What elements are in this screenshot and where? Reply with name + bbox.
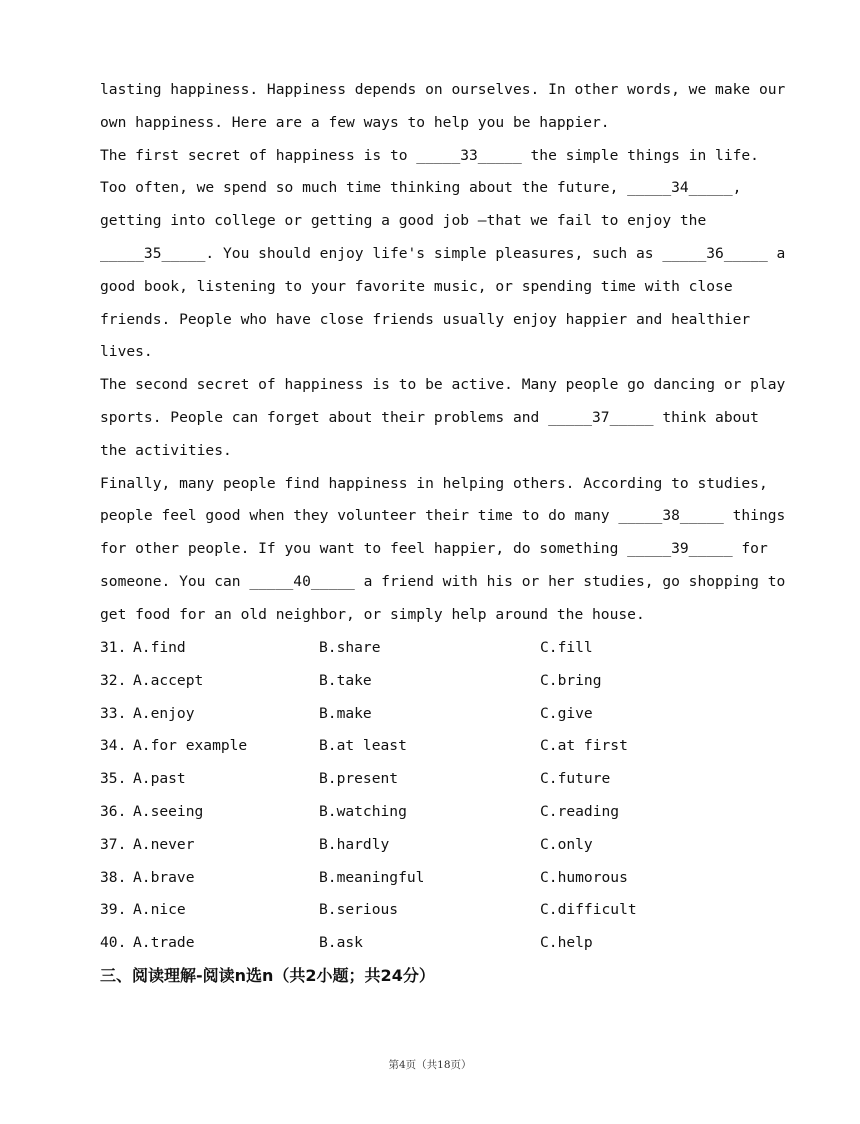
question-number: 33. — [100, 704, 127, 722]
option-a: A.never — [133, 835, 195, 853]
passage-line: for other people. If you want to feel happier, do something _____39_____ for — [100, 540, 768, 558]
option-row — [100, 763, 760, 796]
option-c: C.future — [540, 770, 611, 788]
question-number: 38. — [100, 868, 127, 886]
option-c: C.give — [540, 704, 593, 722]
passage-line: The second secret of happiness is to be active. Many people go dancing or play — [100, 376, 786, 394]
option-c: C.humorous — [540, 868, 628, 886]
option-c: C.help — [540, 934, 593, 952]
passage-line: The first secret of happiness is to _____33_____ the simple things in life. — [100, 146, 759, 164]
passage-line: someone. You can _____40_____ a friend with his or her studies, go shopping to — [100, 572, 786, 590]
option-c: C.reading — [540, 802, 620, 820]
option-row — [100, 862, 760, 895]
option-a: A.find — [133, 639, 186, 656]
passage-line: sports. People can forget about their problems and _____37_____ think about — [100, 408, 759, 426]
passage-line: lives. — [100, 343, 153, 361]
option-b: B.serious — [319, 901, 399, 919]
option-b: B.hardly — [319, 835, 390, 853]
passage-line: friends. People who have close friends usually enjoy happier and healthier — [100, 310, 751, 328]
option-row — [100, 927, 760, 960]
option-row — [100, 632, 760, 665]
option-c: C.at first — [540, 737, 628, 755]
passage-line: Too often, we spend so much time thinking about the future, _____34_____, — [100, 179, 742, 197]
option-c: C.fill — [540, 639, 593, 656]
question-number: 40. — [100, 934, 127, 952]
passage-line: getting into college or getting a good job —that we fail to enjoy the — [100, 212, 707, 230]
passage-line: Finally, many people find happiness in helping others. According to studies, — [100, 474, 768, 492]
option-b: B.meaningful — [319, 868, 425, 886]
passage-line: the activities. — [100, 441, 232, 459]
option-b: B.ask — [319, 934, 363, 952]
option-a: A.trade — [133, 934, 195, 952]
option-row — [100, 698, 760, 731]
option-row — [100, 796, 760, 829]
answer-options — [100, 632, 760, 960]
question-number: 34. — [100, 737, 127, 755]
option-b: B.make — [319, 704, 372, 722]
question-number: 31. — [100, 639, 127, 656]
option-row — [100, 829, 760, 862]
passage-line: people feel good when they volunteer their time to do many _____38_____ things — [100, 507, 786, 525]
option-a: A.accept — [133, 671, 204, 689]
option-row — [100, 665, 760, 698]
option-row — [100, 894, 760, 927]
option-c: C.difficult — [540, 901, 637, 919]
passage-line-text: lasting happiness. Happiness depends on ourselves. In other words, we make our — [100, 81, 786, 98]
option-b: B.at least — [319, 737, 407, 755]
question-number: 32. — [100, 671, 127, 689]
question-number: 39. — [100, 901, 127, 919]
question-number: 36. — [100, 802, 127, 820]
option-c: C.bring — [540, 671, 602, 689]
option-b: B.watching — [319, 802, 407, 820]
question-number: 35. — [100, 770, 127, 788]
option-b: B.share — [319, 639, 381, 656]
passage-line: _____35_____. You should enjoy life's simple pleasures, such as _____36_____ a — [100, 244, 786, 262]
option-a: A.nice — [133, 901, 186, 919]
section-heading: 三、阅读理解-阅读n选n（共2小题；共24分） — [100, 966, 435, 985]
page-footer: 第4页（共18页） — [388, 1059, 472, 1071]
passage-line: good book, listening to your favorite music, or spending time with close — [100, 277, 733, 295]
option-a: A.for example — [133, 737, 248, 755]
option-a: A.seeing — [133, 802, 204, 820]
option-row — [100, 730, 760, 763]
option-b: B.take — [319, 671, 372, 689]
reading-passage — [100, 74, 786, 632]
option-a: A.brave — [133, 868, 195, 886]
passage-line: get food for an old neighbor, or simply help around the house. — [100, 605, 645, 623]
question-number: 37. — [100, 835, 127, 853]
option-a: A.past — [133, 770, 186, 788]
option-b: B.present — [319, 770, 399, 788]
passage-line — [100, 74, 786, 107]
option-c: C.only — [540, 835, 593, 853]
passage-line: own happiness. Here are a few ways to help you be happier. — [100, 113, 610, 131]
option-a: A.enjoy — [133, 704, 195, 722]
